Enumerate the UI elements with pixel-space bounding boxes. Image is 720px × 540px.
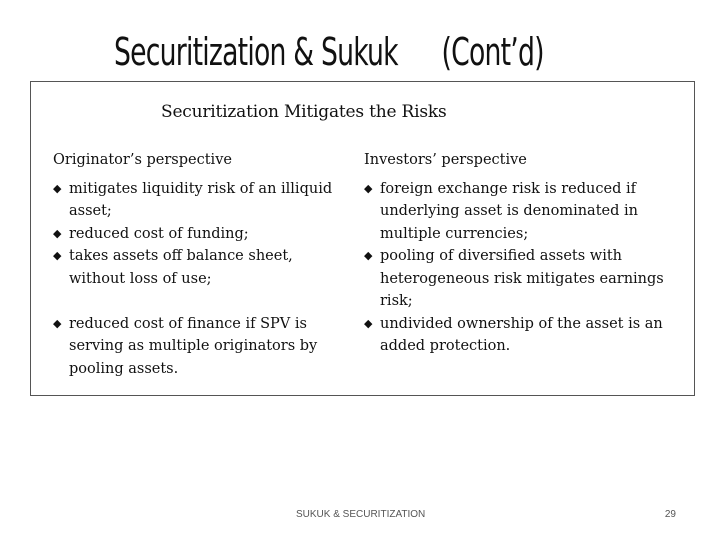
list-item bbox=[364, 313, 684, 358]
diamond-bullet-icon: ◆ bbox=[53, 226, 62, 240]
list-item-text: reduced cost of finance if SPV is serving as multiple originators by pooling assets. bbox=[69, 315, 318, 377]
diamond-bullet-icon: ◆ bbox=[53, 249, 62, 262]
list-item bbox=[364, 178, 684, 246]
diamond-bullet-icon: ◆ bbox=[53, 316, 62, 330]
slide-title-cont: (Cont’d) bbox=[441, 30, 544, 74]
risk-figure bbox=[30, 81, 695, 396]
list-item bbox=[364, 245, 684, 313]
originator-column bbox=[53, 149, 353, 380]
slide-title-main: Securitization & Sukuk bbox=[114, 30, 398, 74]
diamond-bullet-icon: ◆ bbox=[364, 181, 373, 195]
footer-text: SUKUK & SECURITIZATION bbox=[296, 509, 426, 520]
list-item bbox=[53, 223, 353, 246]
list-item-text: pooling of diversified assets with heterogeneous risk mitigates earnings risk; bbox=[380, 248, 664, 309]
spacer bbox=[53, 290, 353, 313]
list-item bbox=[53, 245, 353, 290]
diamond-bullet-icon: ◆ bbox=[364, 316, 373, 330]
page-number: 29 bbox=[664, 509, 676, 520]
slide-title bbox=[114, 30, 551, 80]
list-item-text: undivided ownership of the asset is an added protection. bbox=[380, 315, 663, 354]
list-item bbox=[53, 178, 353, 223]
investor-column bbox=[364, 149, 684, 358]
list-item-text: foreign exchange risk is reduced if underlying asset is denominated in multiple currencies; bbox=[380, 180, 638, 242]
figure-title: Securitization Mitigates the Risks bbox=[161, 102, 447, 122]
list-item-text: mitigates liquidity risk of an illiquid asset; bbox=[69, 180, 333, 219]
diamond-bullet-icon: ◆ bbox=[53, 181, 62, 195]
list-item bbox=[53, 313, 353, 381]
originator-heading: Originator’s perspective bbox=[53, 152, 232, 168]
list-item-text: takes assets off balance sheet, without loss of use; bbox=[69, 248, 293, 287]
diamond-bullet-icon: ◆ bbox=[364, 249, 373, 262]
list-item-text: reduced cost of funding; bbox=[69, 225, 249, 242]
investor-heading: Investors’ perspective bbox=[364, 152, 527, 168]
